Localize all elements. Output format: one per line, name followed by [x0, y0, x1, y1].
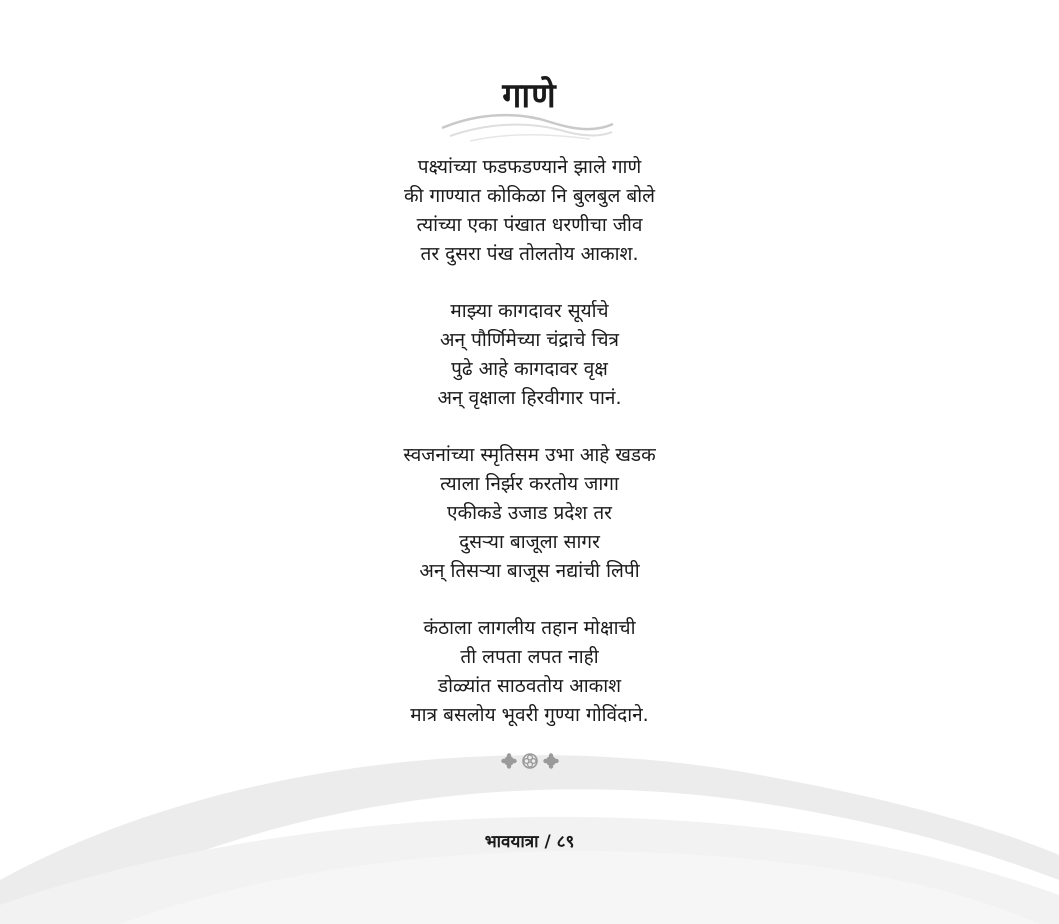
page-title: गाणे [502, 76, 557, 116]
poem-line: स्वजनांच्या स्मृतिसम उभा आहे खडक [403, 444, 656, 466]
poem-line: डोळ्यांत साठवतोय आकाश [437, 675, 622, 697]
poem-line: तर दुसरा पंख तोलतोय आकाश. [420, 243, 639, 265]
poem-line: ती लपता लपत नाही [460, 646, 599, 668]
poem-line: की गाण्यात कोकिळा नि बुलबुल बोले [403, 185, 656, 207]
poem-line: त्याला निर्झर करतोय जागा [440, 473, 619, 495]
poem-line: पक्ष्यांच्या फडफडण्याने झाले गाणे [417, 156, 642, 178]
poem-line: अन् वृक्षाला हिरवीगार पानं. [437, 387, 622, 409]
page-footer: भावयात्रा / ८९ [484, 832, 575, 852]
poem-line: त्यांच्या एका पंखात धरणीचा जीव [416, 214, 643, 236]
stanza-1 [0, 153, 1059, 269]
poem-line: अन् पौर्णिमेच्या चंद्राचे चित्र [440, 329, 619, 351]
poem-line: एकीकडे उजाड प्रदेश तर [447, 502, 612, 524]
flower-divider-icon [500, 752, 560, 770]
poem-line: माझ्या कागदावर सूर्याचे [450, 300, 609, 322]
wave-flourish-icon [440, 108, 615, 144]
stanza-3 [0, 441, 1059, 586]
poem-line: दुसऱ्या बाजूला सागर [459, 531, 600, 553]
poem-line: पुढे आहे कागदावर वृक्ष [451, 358, 608, 380]
poem-line: कंठाला लागलीय तहान मोक्षाची [423, 617, 636, 639]
poem [0, 153, 1059, 758]
stanza-2 [0, 297, 1059, 413]
poem-line: मात्र बसलोय भूवरी गुण्या गोविंदाने. [410, 704, 649, 726]
stanza-4 [0, 614, 1059, 730]
poem-line: अन् तिसऱ्या बाजूस नद्यांची लिपी [419, 560, 640, 582]
